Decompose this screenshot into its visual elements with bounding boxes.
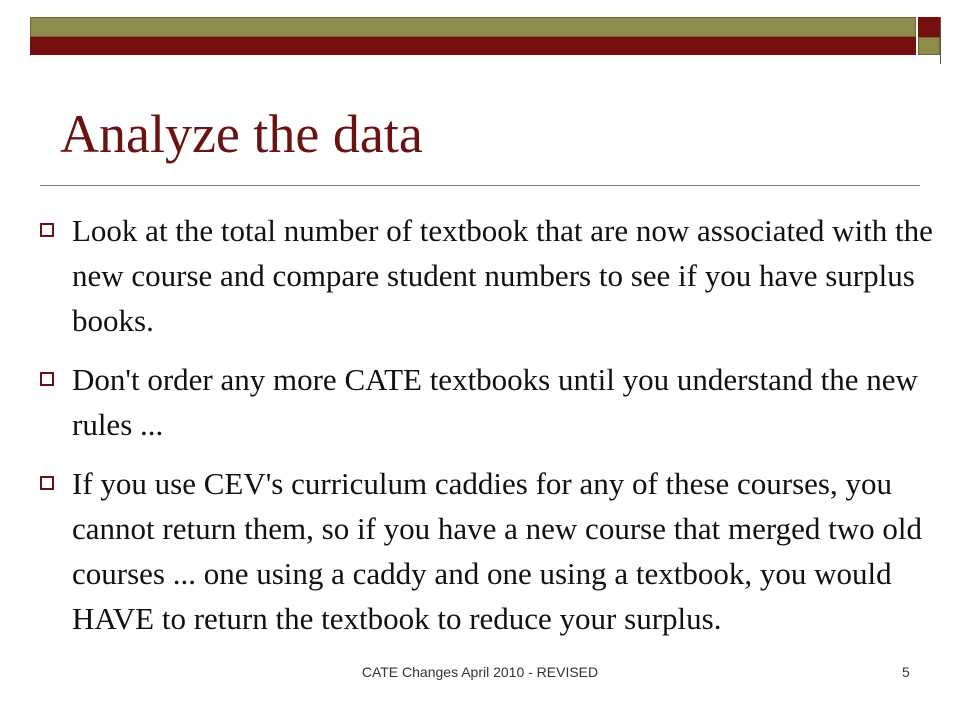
header-band-olive — [30, 17, 916, 37]
hollow-square-bullet-icon — [40, 223, 54, 237]
header-corner-olive — [918, 37, 940, 55]
hollow-square-bullet-icon — [40, 372, 54, 386]
slide-title: Analyze the data — [60, 104, 423, 164]
header-band-maroon — [30, 37, 916, 55]
bullet-item — [40, 357, 940, 447]
slide-footer: CATE Changes April 2010 - REVISED — [361, 664, 599, 680]
bullet-list — [40, 208, 940, 655]
bullet-text: Look at the total number of textbook that are now associated with the new course and compare student numbers to see if you have surplus books. — [72, 213, 933, 338]
header-corner-maroon — [918, 17, 940, 37]
title-divider — [40, 185, 920, 186]
page-number: 5 — [902, 664, 910, 680]
bullet-text: If you use CEV's curriculum caddies for any of these courses, you cannot return them, so if you have a new course that merged two old courses ... one using a caddy and one using a textbook, you would HAVE to return the textbook to reduce your surplus. — [72, 466, 922, 636]
bullet-item — [40, 461, 940, 641]
bullet-item — [40, 208, 940, 343]
bullet-text: Don't order any more CATE textbooks until you understand the new rules ... — [72, 362, 918, 442]
header-vertical-rule — [940, 17, 941, 64]
hollow-square-bullet-icon — [40, 476, 54, 490]
